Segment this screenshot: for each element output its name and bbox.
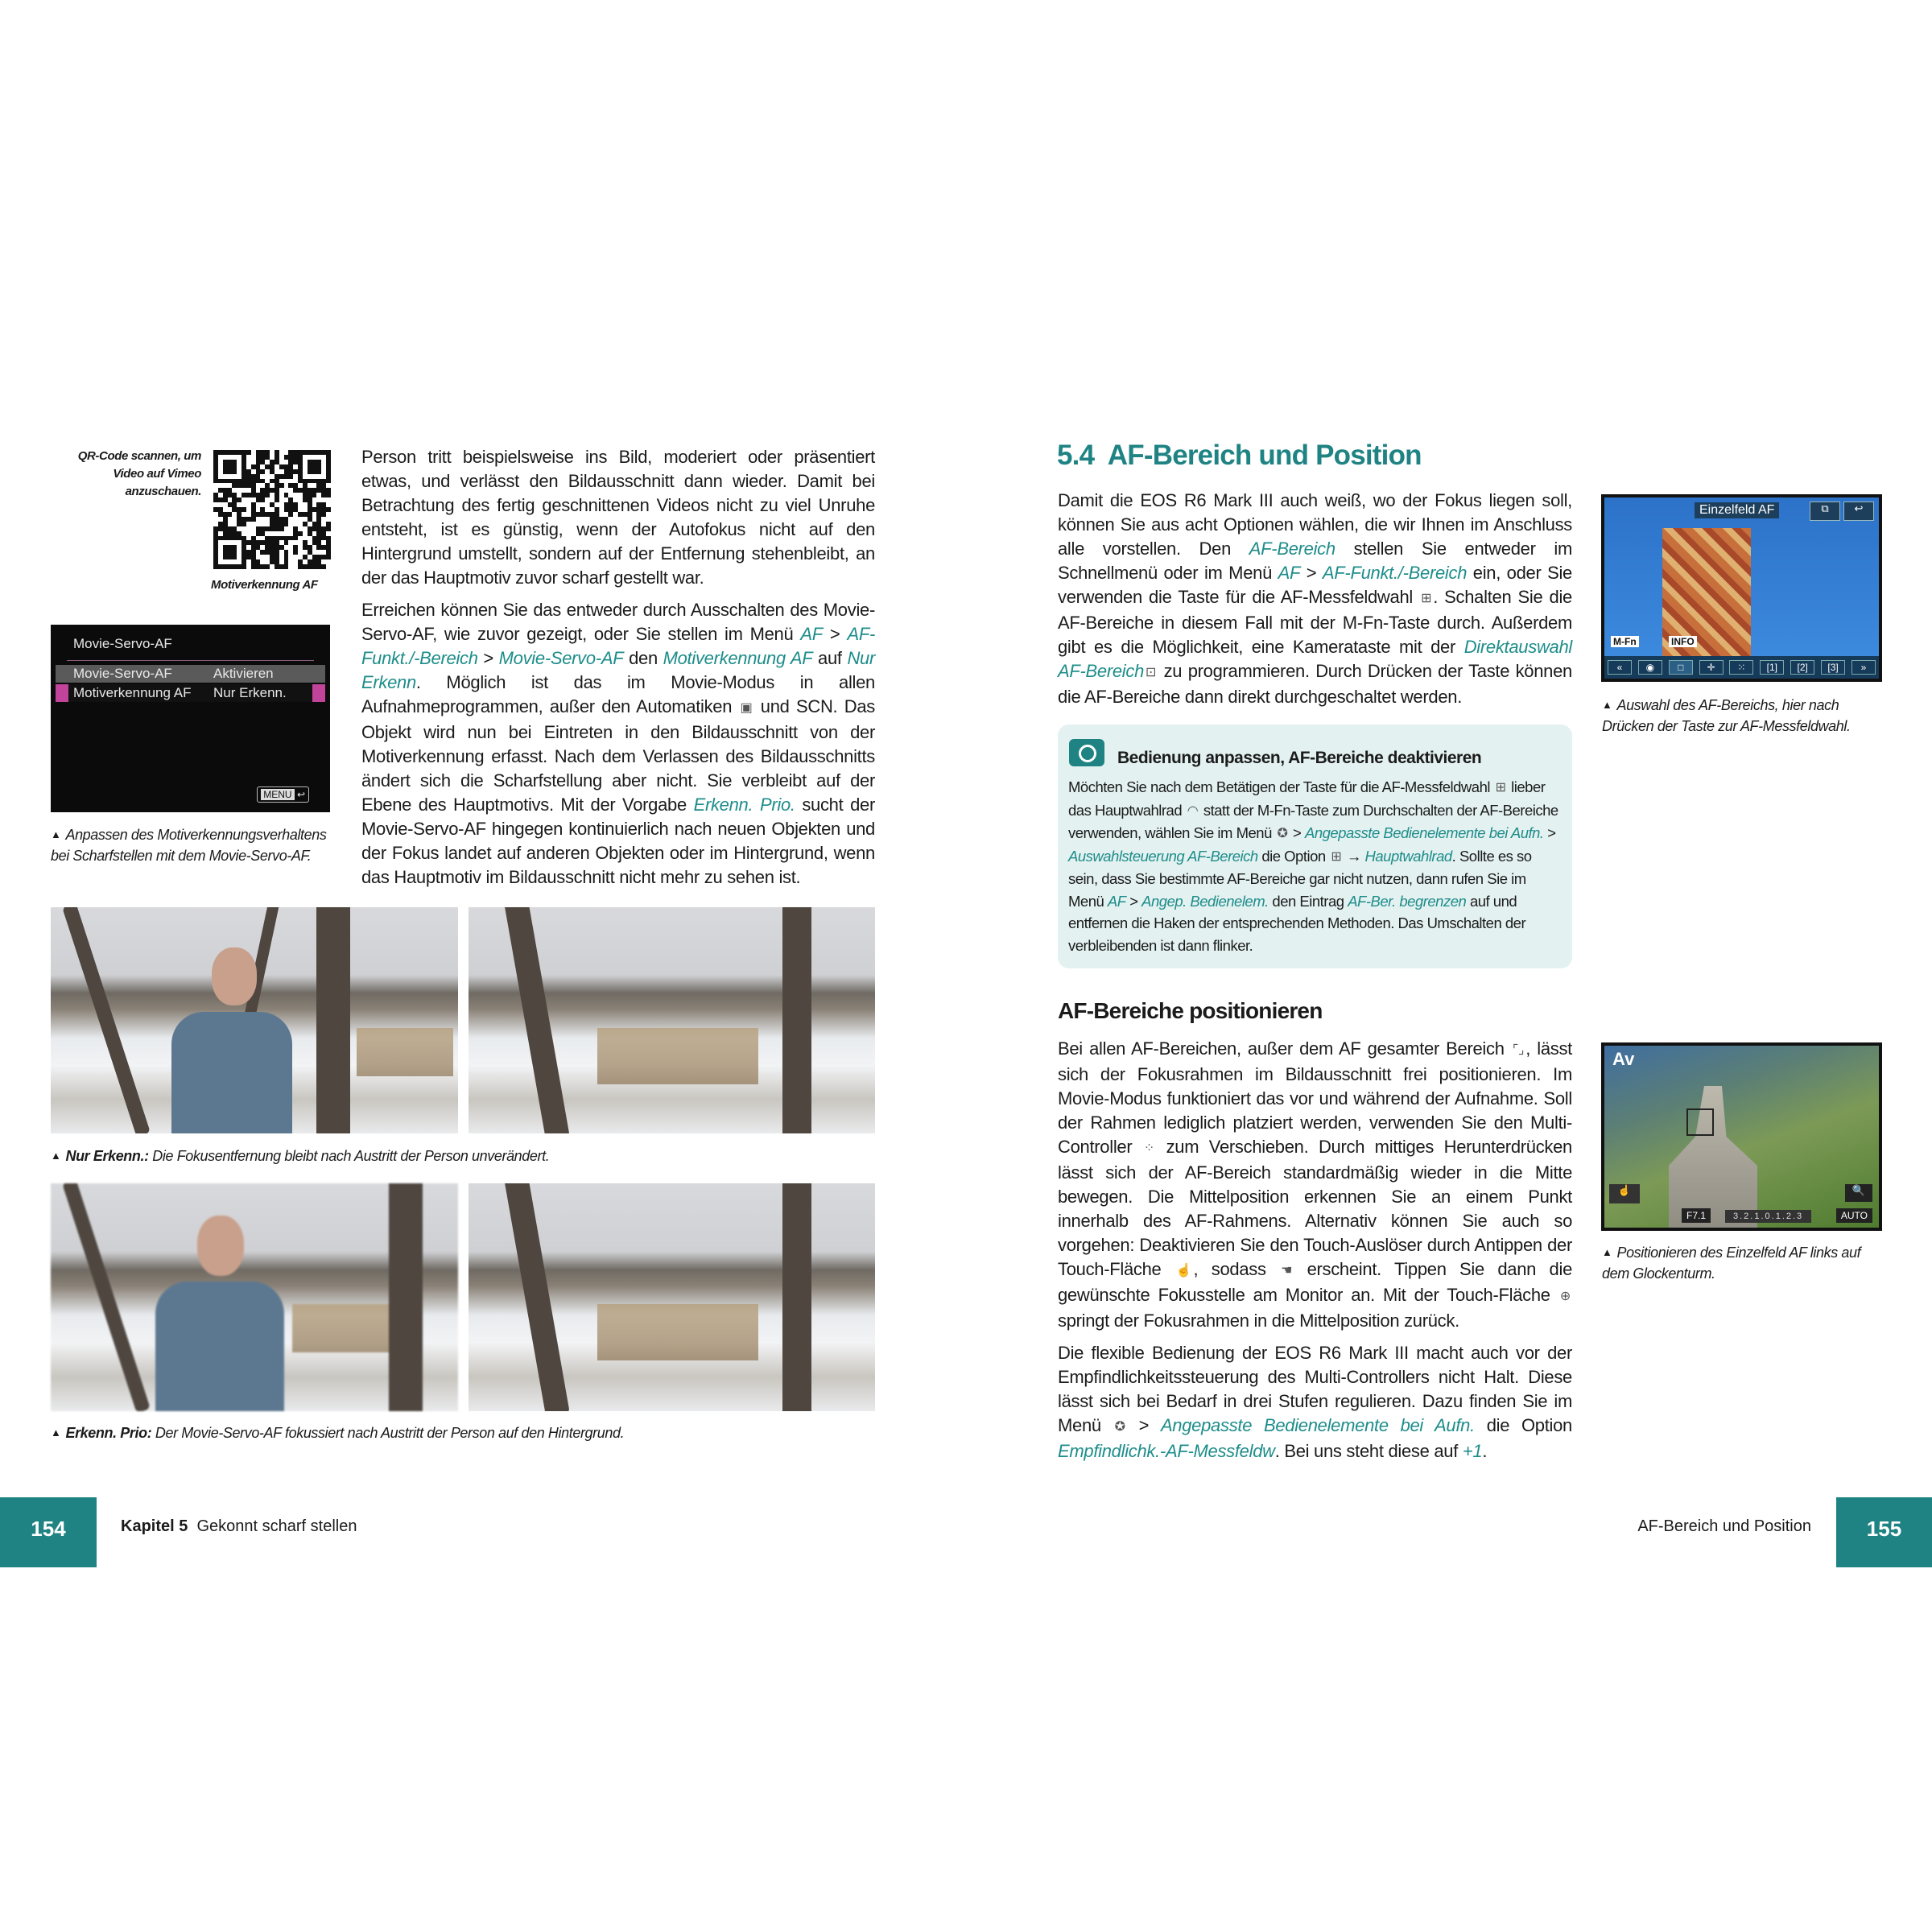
text-run: die Option	[1257, 847, 1330, 865]
photo-caption-erkenn-prio	[51, 1422, 880, 1443]
menu-row-value: Aktivieren	[213, 666, 274, 681]
caption-bold: Nur Erkenn.:	[65, 1148, 149, 1164]
aperture-value[interactable]: F7.1	[1682, 1208, 1711, 1223]
photo-background-nur-erkenn	[469, 907, 875, 1133]
text-run: ein, oder Sie verwenden die Taste für die AF-Messfeldwahl	[1058, 563, 1572, 607]
text-run: zum Verschieben. Durch mittiges Herunterdrücken lässt sich der AF-Bereich standardmäßig wieder in die Mitte bewegen. Die Mittelposition erkennen Sie an einem Punkt innerhalb des AF-Rahmens. Alternativ können Sie auch so vorgehen: Deaktivieren Sie den Touch-Auslöser durch Antippen der Touch-Fläche	[1058, 1137, 1572, 1279]
menu-row-value: Nur Erkenn.	[213, 685, 287, 700]
text-run: Bei allen AF-Bereichen, außer dem AF gesamter Bereich	[1058, 1038, 1511, 1059]
text-run: >	[1125, 892, 1142, 910]
text-run: statt der M-Fn-Taste zum Durchschalten der AF-Bereiche verwenden, wählen Sie im Menü	[1068, 801, 1558, 841]
menu-path-link: Hauptwahlrad	[1364, 847, 1452, 865]
text-run: , sodass	[1193, 1259, 1280, 1279]
menu-divider	[67, 660, 314, 661]
menu-path-link: Movie-Servo-AF	[498, 648, 624, 668]
caption-text: Der Movie-Servo-AF fokussiert nach Austritt der Person auf den Hintergrund.	[151, 1425, 625, 1441]
person	[155, 1216, 284, 1411]
triangle-icon: ▲	[1602, 1246, 1612, 1258]
text-run: stellen Sie entweder im Schnellmenü oder im Menü	[1058, 539, 1572, 583]
caption-text: Positionieren des Einzelfeld AF links auf dem Glockenturm.	[1602, 1245, 1861, 1282]
paragraph	[1058, 489, 1572, 709]
touch-shutter-button[interactable]: ☝	[1609, 1184, 1640, 1203]
exposure-scale: 3.2.1.0.1.2.3	[1725, 1210, 1811, 1223]
af-area-option-button[interactable]: [3]	[1821, 660, 1845, 675]
af-area-screen	[1601, 494, 1882, 682]
menu-path-link: Angepasste Bedienelemente bei Aufn.	[1305, 824, 1544, 841]
af-frame	[1686, 1108, 1714, 1136]
paragraph	[361, 445, 875, 590]
text-run: . Möglich ist das im Movie-Modus in allen Aufnahmeprogrammen, außer den Automatiken	[361, 672, 875, 716]
text-run: Person tritt beispielsweise ins Bild, moderiert oder präsentiert etwas, und verlässt den Bildausschnitt dann wieder. Damit bei Betrachtung des fertig geschnittenen Videos nicht zu viel Unruhe entsteht, ist es günstig, wenn der Autofokus nicht auf den Hintergrund umstellt, sondern auf der Entfernung stehenbleibt, an der das Hauptmotiv zuvor scharf gestellt war.	[361, 447, 875, 588]
section-heading: 5.4 AF-Bereich und Position	[1057, 440, 1422, 471]
af-position-screen	[1601, 1042, 1882, 1231]
paragraph	[1058, 1341, 1572, 1463]
paragraph	[1058, 1037, 1572, 1333]
touch-shutter-on-icon: ☝	[1175, 1264, 1192, 1278]
tip-title: Bedienung anpassen, AF-Bereiche deaktivieren	[1117, 749, 1482, 767]
menu-back-button[interactable]	[257, 786, 309, 803]
af-point-selection-icon: ⊞	[1331, 849, 1342, 864]
text-run: >	[1300, 563, 1323, 583]
af-point-selection-icon: ⊞	[1495, 781, 1506, 795]
screen2-caption	[1602, 1242, 1884, 1284]
af-point-selection-icon: ⊞	[1421, 592, 1432, 605]
menu-path-link: AF	[800, 624, 823, 644]
menu-path-link: Erkenn. Prio.	[693, 795, 795, 815]
menu-path-link: Empfindlichk.-AF-Messfeldw	[1058, 1441, 1275, 1461]
text-run: springt der Fokusrahmen in die Mittelposition zurück.	[1058, 1311, 1459, 1331]
text-run: auf und entfernen die Haken der entsprechenden Methoden. Das Umschalten der verbleibenden ist dann flinker.	[1068, 892, 1526, 954]
menu-row-label: Motiverkennung AF	[73, 685, 192, 700]
multi-controller-icon: ⁘	[1143, 1141, 1155, 1155]
right-intro-text	[1058, 489, 1572, 717]
chapter-number: Kapitel 5	[121, 1517, 188, 1535]
touch-shutter-off-icon: ☚	[1281, 1264, 1293, 1278]
magnify-button[interactable]: 🔍	[1845, 1184, 1872, 1202]
menu-path-link: AF-Funkt./-Bereich	[361, 624, 875, 668]
photo-person-erkenn-prio	[51, 1183, 458, 1411]
photo-background-erkenn-prio	[469, 1183, 875, 1411]
text-run: die Option	[1474, 1415, 1572, 1435]
menu-path-link: Angep. Bedienelem.	[1141, 892, 1269, 910]
caption-bold: Erkenn. Prio:	[65, 1425, 152, 1441]
shooting-mode: Av	[1612, 1049, 1635, 1069]
camera-menu-screen	[51, 625, 330, 812]
screen-back-button[interactable]: ↩	[1843, 502, 1874, 521]
paragraph	[361, 598, 875, 890]
text-run: Die flexible Bedienung der EOS R6 Mark III macht auch vor der Empfindlichkeitssteuerung des Multi-Controllers nicht Halt. Diese lässt sich bei Bedarf in drei Stufen regulieren. Dazu finden Sie im Menü	[1058, 1343, 1572, 1435]
info-button[interactable]: INFO	[1669, 636, 1697, 647]
menu-path-link: Auswahlsteuerung AF-Bereich	[1068, 847, 1258, 865]
return-icon: ↩	[296, 789, 305, 800]
qr-caption: QR-Code scannen, um Video auf Vimeo anzuschauen.	[77, 449, 201, 498]
screen-settings-button[interactable]: ⧉	[1810, 502, 1840, 521]
text-run: Erreichen können Sie das entweder durch Ausschalten des Movie-Servo-AF, wie zuvor gezeigt, oder Sie stellen im Menü	[361, 600, 875, 644]
photo-caption-nur-erkenn	[51, 1146, 880, 1166]
tip-box	[1058, 724, 1572, 968]
triangle-icon: ▲	[1602, 699, 1612, 711]
text-run: den	[623, 648, 663, 668]
text-run: den Eintrag	[1268, 892, 1348, 910]
person	[171, 947, 292, 1133]
right-body-text	[1058, 1037, 1572, 1472]
iso-value[interactable]: AUTO	[1836, 1208, 1872, 1223]
touch-center-icon: ⊕	[1559, 1290, 1571, 1303]
menu-path-link: Angepasste Bedienelemente bei Aufn.	[1160, 1415, 1475, 1435]
menu-path-link: AF-Funkt./-Bereich	[1322, 563, 1468, 583]
text-run: Möchten Sie nach dem Betätigen der Taste für die AF-Messfeldwahl	[1068, 778, 1494, 795]
text-run: >	[1126, 1415, 1161, 1435]
text-run: zu programmieren. Durch Drücken der Taste können die AF-Bereiche dann direkt durchgeschaltet werden.	[1058, 661, 1572, 707]
af-area-label: Einzelfeld AF	[1695, 502, 1779, 518]
text-run: . Bei uns steht diese auf	[1274, 1441, 1463, 1461]
af-area-option-button[interactable]: [2]	[1790, 660, 1814, 675]
af-area-option-button[interactable]: »	[1852, 660, 1876, 675]
chapter-title: Gekonnt scharf stellen	[196, 1517, 357, 1535]
qr-code[interactable]	[213, 450, 331, 569]
main-dial-icon: ◠	[1187, 803, 1199, 818]
menu-row-label: Movie-Servo-AF	[73, 666, 172, 681]
text-run: →	[1343, 847, 1365, 865]
caption-text: Die Fokusentfernung bleibt nach Austritt der Person unverändert.	[148, 1148, 550, 1164]
tip-body	[1068, 776, 1561, 956]
menu-title: Movie-Servo-AF	[73, 636, 172, 651]
af-area-option-button[interactable]: ✛	[1699, 660, 1724, 675]
caption-text: Auswahl des AF-Bereichs, hier nach Drücken der Taste zur AF-Messfeldwahl.	[1602, 697, 1851, 734]
text-run: erscheint. Tippen Sie dann die gewünschte Fokusstelle am Monitor an. Mit der Touch-Fläche	[1058, 1259, 1572, 1305]
menu-path-link: AF-Bereich	[1249, 539, 1335, 559]
menu-path-link: Nur Erkenn	[361, 648, 875, 692]
triangle-icon: ▲	[51, 828, 61, 840]
photo-person-nur-erkenn	[51, 907, 458, 1133]
menu-caption	[51, 824, 332, 866]
page-number-left: 154	[0, 1497, 97, 1567]
menu-row-movie-servo-af[interactable]	[56, 665, 325, 683]
text-run: >	[1543, 824, 1556, 841]
mfn-button[interactable]: M-Fn	[1611, 636, 1639, 647]
menu-path-link: Motiverkennung AF	[663, 648, 813, 668]
whole-area-af-icon: ⌜⌟	[1512, 1043, 1525, 1057]
text-run: , lässt sich der Fokusrahmen im Bildausschnitt frei positionieren. Im Movie-Modus funktioniert das vor und während der Aufnahme. Soll der Rahmen lediglich platziert werden, verwenden Sie den Multi-Controller	[1058, 1038, 1572, 1157]
custom-menu-icon: ✪	[1277, 827, 1288, 840]
menu-path-link: +1	[1462, 1441, 1483, 1461]
caption-text: Anpassen des Motiverkennungsverhaltens bei Scharfstellen mit dem Movie-Servo-AF.	[51, 827, 327, 864]
text-run: sucht der Movie-Servo-AF hingegen kontinuierlich nach neuen Objekten und der Fokus landet auf anderen Objekten oder im Hintergrund, wenn das Hauptmotiv im Bildausschnitt nicht mehr zu sehen ist.	[361, 795, 875, 887]
text-run: >	[822, 624, 848, 644]
screen1-caption	[1602, 695, 1884, 737]
af-area-option-button[interactable]: [1]	[1760, 660, 1784, 675]
left-body-text	[361, 445, 875, 898]
camera-icon	[1069, 739, 1104, 766]
text-run: auf	[812, 648, 848, 668]
text-run: >	[1289, 824, 1306, 841]
running-head-right: AF-Bereich und Position	[1637, 1517, 1811, 1535]
custom-menu-icon: ✪	[1114, 1420, 1125, 1434]
menu-path-link: Direktauswahl AF-Bereich	[1058, 637, 1572, 681]
text-run: >	[477, 648, 499, 668]
qr-label: Motiverkennung AF	[211, 578, 318, 592]
menu-path-link: AF	[1278, 563, 1301, 583]
af-area-strip	[1604, 656, 1879, 679]
subheading: AF-Bereiche positionieren	[1058, 998, 1323, 1023]
text-run: . Sollte es so sein, dass Sie bestimmte AF-Bereiche gar nicht nutzen, dann rufen Sie im Menü	[1068, 847, 1532, 910]
af-area-option-button[interactable]: ⁙	[1729, 660, 1753, 675]
af-area-option-button[interactable]: ◉	[1638, 660, 1662, 675]
menu-row-motiverkennung-af[interactable]	[56, 684, 325, 702]
triangle-icon: ▲	[51, 1150, 61, 1162]
af-area-direct-icon: ⊡	[1146, 666, 1157, 679]
menu-button-label: MENU	[261, 789, 294, 800]
menu-path-link: AF-Ber. begrenzen	[1348, 892, 1467, 910]
running-head-left	[121, 1517, 357, 1536]
text-run: Damit die EOS R6 Mark III auch weiß, wo der Fokus liegen soll, können Sie aus acht Optionen wählen, die wir Ihnen im Anschluss alle vorstellen. Den	[1058, 490, 1572, 559]
af-area-option-button[interactable]: «	[1608, 660, 1632, 675]
text-run: . Schalten Sie die AF-Bereiche in diesem Fall mit der M-Fn-Taste durch. Außerdem gibt es die Möglichkeit, eine Kamerataste mit der	[1058, 587, 1572, 657]
text-run: .	[1482, 1441, 1488, 1461]
triangle-icon: ▲	[51, 1426, 61, 1439]
af-area-option-button[interactable]: □	[1669, 660, 1693, 675]
text-run: lieber das Hauptwahlrad	[1068, 778, 1546, 819]
scene-auto-icon: ▣	[740, 701, 753, 715]
page-number-right: 155	[1836, 1497, 1932, 1567]
text-run: und SCN. Das Objekt wird nun bei Eintreten in den Bildausschnitt von der Motiverkennung erfasst. Nach dem Verlassen des Bildausschnitts ändert sich die Scharfstellung aber nicht. Sie verbleibt auf der Ebene des Hauptmotivs. Mit der Vorgabe	[361, 696, 875, 815]
menu-path-link: AF	[1107, 892, 1126, 910]
